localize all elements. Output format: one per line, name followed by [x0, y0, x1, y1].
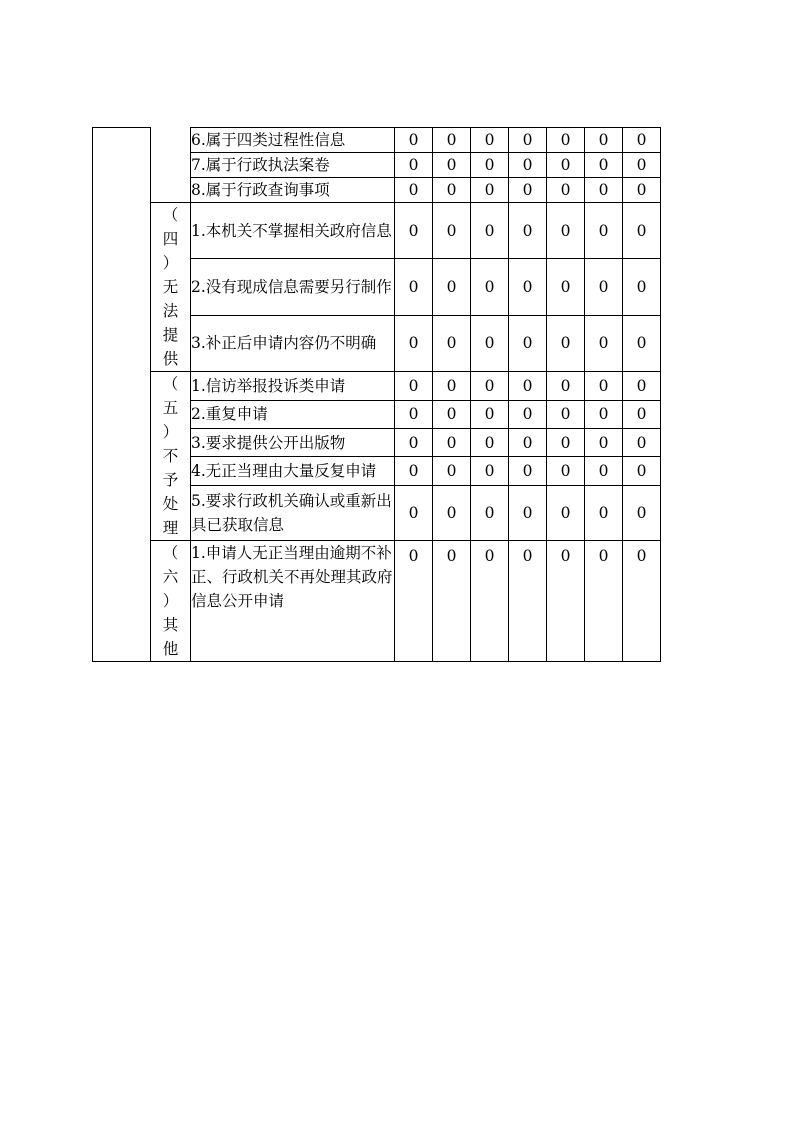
- group-char: （: [162, 544, 179, 563]
- value-cell: 0: [547, 315, 585, 371]
- value-cell: 0: [585, 400, 623, 428]
- value-cell: 0: [509, 400, 547, 428]
- item-label: 1.申请人无正当理由逾期不补正、行政机关不再处理其政府信息公开申请: [191, 541, 395, 662]
- value-cell: 0: [623, 203, 661, 259]
- value-cell: 0: [547, 203, 585, 259]
- group-label-buyuchuli: [151, 372, 191, 541]
- value-cell: 0: [471, 428, 509, 456]
- value-cell: 0: [509, 203, 547, 259]
- value-cell: 0: [585, 457, 623, 485]
- value-cell: 0: [433, 203, 471, 259]
- value-cell: 0: [471, 178, 509, 203]
- value-cell: 0: [395, 315, 433, 371]
- value-cell: 0: [585, 372, 623, 400]
- value-cell: 0: [471, 485, 509, 541]
- value-cell: 0: [509, 128, 547, 153]
- value-cell: 0: [623, 259, 661, 315]
- value-cell: 0: [509, 372, 547, 400]
- value-cell: 0: [585, 128, 623, 153]
- value-cell: 0: [547, 428, 585, 456]
- table-row: [93, 153, 661, 178]
- item-label: 2.没有现成信息需要另行制作: [191, 259, 395, 315]
- group-char: 法: [162, 302, 179, 321]
- value-cell: 0: [547, 400, 585, 428]
- value-cell: 0: [509, 541, 547, 662]
- group-char: 无: [162, 278, 179, 297]
- item-label: 7.属于行政执法案卷: [191, 153, 395, 178]
- value-cell: 0: [395, 485, 433, 541]
- value-cell: 0: [547, 178, 585, 203]
- value-cell: 0: [547, 457, 585, 485]
- item-label: 4.无正当理由大量反复申请: [191, 457, 395, 485]
- item-label: 5.要求行政机关确认或重新出具已获取信息: [191, 485, 395, 541]
- value-cell: 0: [623, 428, 661, 456]
- value-cell: 0: [395, 400, 433, 428]
- group-char: 其: [162, 616, 179, 635]
- group-char: （: [162, 206, 179, 225]
- value-cell: 0: [547, 541, 585, 662]
- value-cell: 0: [509, 428, 547, 456]
- group-char: 供: [162, 350, 179, 369]
- value-cell: 0: [585, 259, 623, 315]
- value-cell: 0: [395, 428, 433, 456]
- group-char: 他: [162, 640, 179, 659]
- table-row: [93, 128, 661, 153]
- value-cell: 0: [395, 153, 433, 178]
- value-cell: 0: [395, 178, 433, 203]
- value-cell: 0: [623, 315, 661, 371]
- value-cell: 0: [433, 541, 471, 662]
- outer-category-cell: [93, 128, 151, 662]
- group-char: （: [162, 375, 179, 394]
- group-char: ）: [162, 592, 179, 611]
- value-cell: 0: [585, 541, 623, 662]
- value-cell: 0: [623, 541, 661, 662]
- value-cell: 0: [623, 485, 661, 541]
- group-char: ）: [162, 254, 179, 273]
- value-cell: 0: [433, 178, 471, 203]
- value-cell: 0: [547, 372, 585, 400]
- value-cell: 0: [547, 128, 585, 153]
- value-cell: 0: [585, 485, 623, 541]
- item-label: 8.属于行政查询事项: [191, 178, 395, 203]
- group-cell-continuation: [151, 178, 191, 203]
- value-cell: 0: [623, 457, 661, 485]
- value-cell: 0: [471, 457, 509, 485]
- value-cell: 0: [623, 400, 661, 428]
- value-cell: 0: [433, 457, 471, 485]
- group-char: 五: [162, 399, 179, 418]
- value-cell: 0: [433, 315, 471, 371]
- value-cell: 0: [395, 372, 433, 400]
- value-cell: 0: [395, 457, 433, 485]
- value-cell: 0: [471, 128, 509, 153]
- value-cell: 0: [585, 153, 623, 178]
- value-cell: 0: [585, 178, 623, 203]
- item-label: 1.本机关不掌握相关政府信息: [191, 203, 395, 259]
- value-cell: 0: [433, 372, 471, 400]
- table-row: [93, 372, 661, 400]
- value-cell: 0: [547, 153, 585, 178]
- group-char: 不: [162, 447, 179, 466]
- group-cell-continuation: [151, 128, 191, 153]
- value-cell: 0: [471, 259, 509, 315]
- value-cell: 0: [471, 203, 509, 259]
- value-cell: 0: [395, 541, 433, 662]
- group-char: 处: [162, 495, 179, 514]
- value-cell: 0: [585, 428, 623, 456]
- value-cell: 0: [433, 428, 471, 456]
- value-cell: 0: [509, 259, 547, 315]
- item-label: 6.属于四类过程性信息: [191, 128, 395, 153]
- value-cell: 0: [471, 153, 509, 178]
- value-cell: 0: [433, 485, 471, 541]
- value-cell: 0: [433, 153, 471, 178]
- value-cell: 0: [623, 178, 661, 203]
- group-label-wufatigong: [151, 203, 191, 372]
- value-cell: 0: [395, 128, 433, 153]
- value-cell: 0: [509, 315, 547, 371]
- value-cell: 0: [471, 372, 509, 400]
- item-label: 2.重复申请: [191, 400, 395, 428]
- value-cell: 0: [509, 485, 547, 541]
- group-char: 四: [162, 230, 179, 249]
- item-label: 1.信访举报投诉类申请: [191, 372, 395, 400]
- group-char: 理: [162, 519, 179, 538]
- value-cell: 0: [395, 203, 433, 259]
- value-cell: 0: [623, 153, 661, 178]
- value-cell: 0: [471, 541, 509, 662]
- table-row: [93, 203, 661, 259]
- value-cell: 0: [433, 400, 471, 428]
- table-row: [93, 178, 661, 203]
- value-cell: 0: [623, 128, 661, 153]
- value-cell: 0: [509, 153, 547, 178]
- group-char: 予: [162, 471, 179, 490]
- value-cell: 0: [585, 203, 623, 259]
- value-cell: 0: [585, 315, 623, 371]
- group-char: 六: [162, 568, 179, 587]
- value-cell: 0: [547, 259, 585, 315]
- item-label: 3.要求提供公开出版物: [191, 428, 395, 456]
- group-char: 提: [162, 326, 179, 345]
- value-cell: 0: [623, 372, 661, 400]
- group-char: ）: [162, 423, 179, 442]
- group-cell-continuation: [151, 153, 191, 178]
- value-cell: 0: [471, 315, 509, 371]
- table-row: [93, 541, 661, 662]
- value-cell: 0: [395, 259, 433, 315]
- value-cell: 0: [433, 128, 471, 153]
- information-disclosure-statistics-table: [92, 127, 661, 662]
- value-cell: 0: [433, 259, 471, 315]
- value-cell: 0: [547, 485, 585, 541]
- item-label: 3.补正后申请内容仍不明确: [191, 315, 395, 371]
- group-label-qita: [151, 541, 191, 662]
- value-cell: 0: [509, 178, 547, 203]
- value-cell: 0: [509, 457, 547, 485]
- value-cell: 0: [471, 400, 509, 428]
